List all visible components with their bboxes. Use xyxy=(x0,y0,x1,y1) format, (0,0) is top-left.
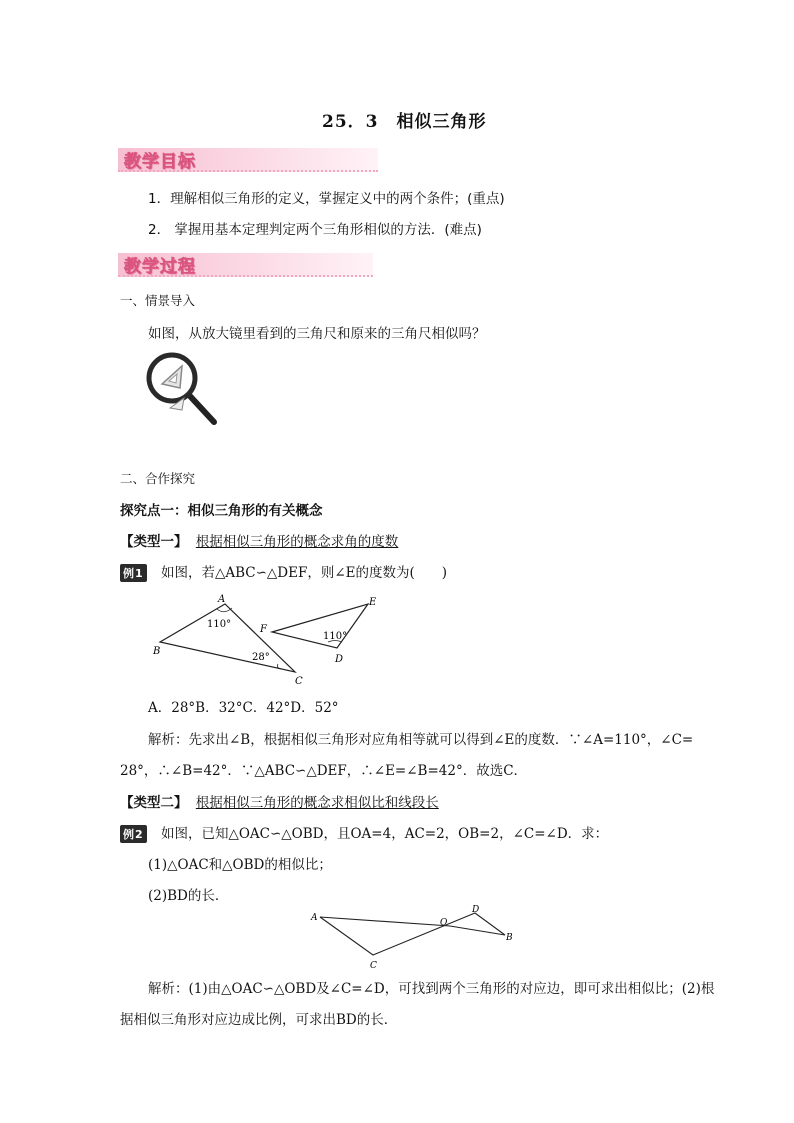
point-d-label: D xyxy=(472,905,480,915)
example1-figure xyxy=(150,592,390,687)
point-o-label: O xyxy=(440,918,448,928)
magnifier-handle xyxy=(189,395,214,422)
example1-options: A．28°B．32°C．42°D．52° xyxy=(148,700,339,716)
point-a-label: A xyxy=(311,913,318,923)
example-question: 如图，已知△OAC∽△OBD，且OA=4，AC=2，OB=2，∠C=∠D．求： xyxy=(160,826,609,842)
type-title: 根据相似三角形的概念求相似比和线段长 xyxy=(195,795,439,811)
section-heading: 一、情景导入 xyxy=(120,293,196,308)
example-tag: 例2 xyxy=(120,825,147,843)
example1-analysis-line1: 解析：先求出∠B，根据相似三角形对应角相等就可以得到∠E的度数．∵∠A=110°，∠C= xyxy=(148,732,694,748)
vertex-c-label: C xyxy=(295,676,303,687)
example2-analysis-line2: 据相似三角形对应边成比例，可求出BD的长． xyxy=(120,1012,398,1028)
goals-banner-label: 教学目标 xyxy=(124,152,196,172)
point-c-label: C xyxy=(370,961,377,971)
vertex-d-label: D xyxy=(335,654,344,665)
example2-figure xyxy=(305,902,525,972)
goals-banner xyxy=(118,148,378,172)
section-heading: 二、合作探究 xyxy=(120,471,196,486)
type-label: 【类型二】 xyxy=(120,795,188,811)
angle-a-value: 110° xyxy=(207,619,232,630)
angle-d-value: 110° xyxy=(323,631,348,642)
goal-item: 1．理解相似三角形的定义，掌握定义中的两个条件；(重点) xyxy=(148,191,505,207)
process-banner-label: 教学过程 xyxy=(124,257,196,277)
type-label: 【类型一】 xyxy=(120,534,188,550)
example2-part2: (2)BD的长． xyxy=(148,888,229,904)
explore-point-heading: 探究点一：相似三角形的有关概念 xyxy=(120,503,323,519)
type1-heading xyxy=(120,530,398,550)
example1-question-line xyxy=(120,561,447,582)
vertex-e-label: E xyxy=(369,597,377,608)
process-banner xyxy=(118,253,373,277)
example-tag: 例1 xyxy=(120,564,147,582)
page-title: 25．3 相似三角形 xyxy=(322,112,487,132)
vertex-b-label: B xyxy=(153,646,161,657)
intro-question: 如图，从放大镜里看到的三角尺和原来的三角尺相似吗？ xyxy=(148,326,486,342)
example2-part1: (1)△OAC和△OBD的相似比； xyxy=(148,857,332,873)
point-b-label: B xyxy=(506,933,513,943)
segment-ab xyxy=(320,917,505,935)
vertex-a-label: A xyxy=(218,594,226,605)
goal-item: 2． 掌握用基本定理判定两个三角形相似的方法．(难点) xyxy=(148,222,482,238)
triangle-def xyxy=(272,604,368,648)
type2-heading xyxy=(120,791,439,811)
triangle-abc xyxy=(160,604,295,672)
magnifier-figure xyxy=(142,348,222,428)
vertex-f-label: F xyxy=(260,624,267,635)
example-question: 如图，若△ABC∽△DEF，则∠E的度数为( ) xyxy=(160,565,448,581)
example2-analysis-line1: 解析：(1)由△OAC∽△OBD及∠C=∠D，可找到两个三角形的对应边，即可求出相似比；(2)根 xyxy=(148,981,715,997)
example1-analysis-line2: 28°，∴∠B=42°．∵△ABC∽△DEF，∴∠E=∠B=42°．故选C． xyxy=(120,763,528,779)
angle-c-value: 28° xyxy=(252,652,270,663)
example2-question-line xyxy=(120,822,608,843)
type-title: 根据相似三角形的概念求角的度数 xyxy=(195,534,399,550)
